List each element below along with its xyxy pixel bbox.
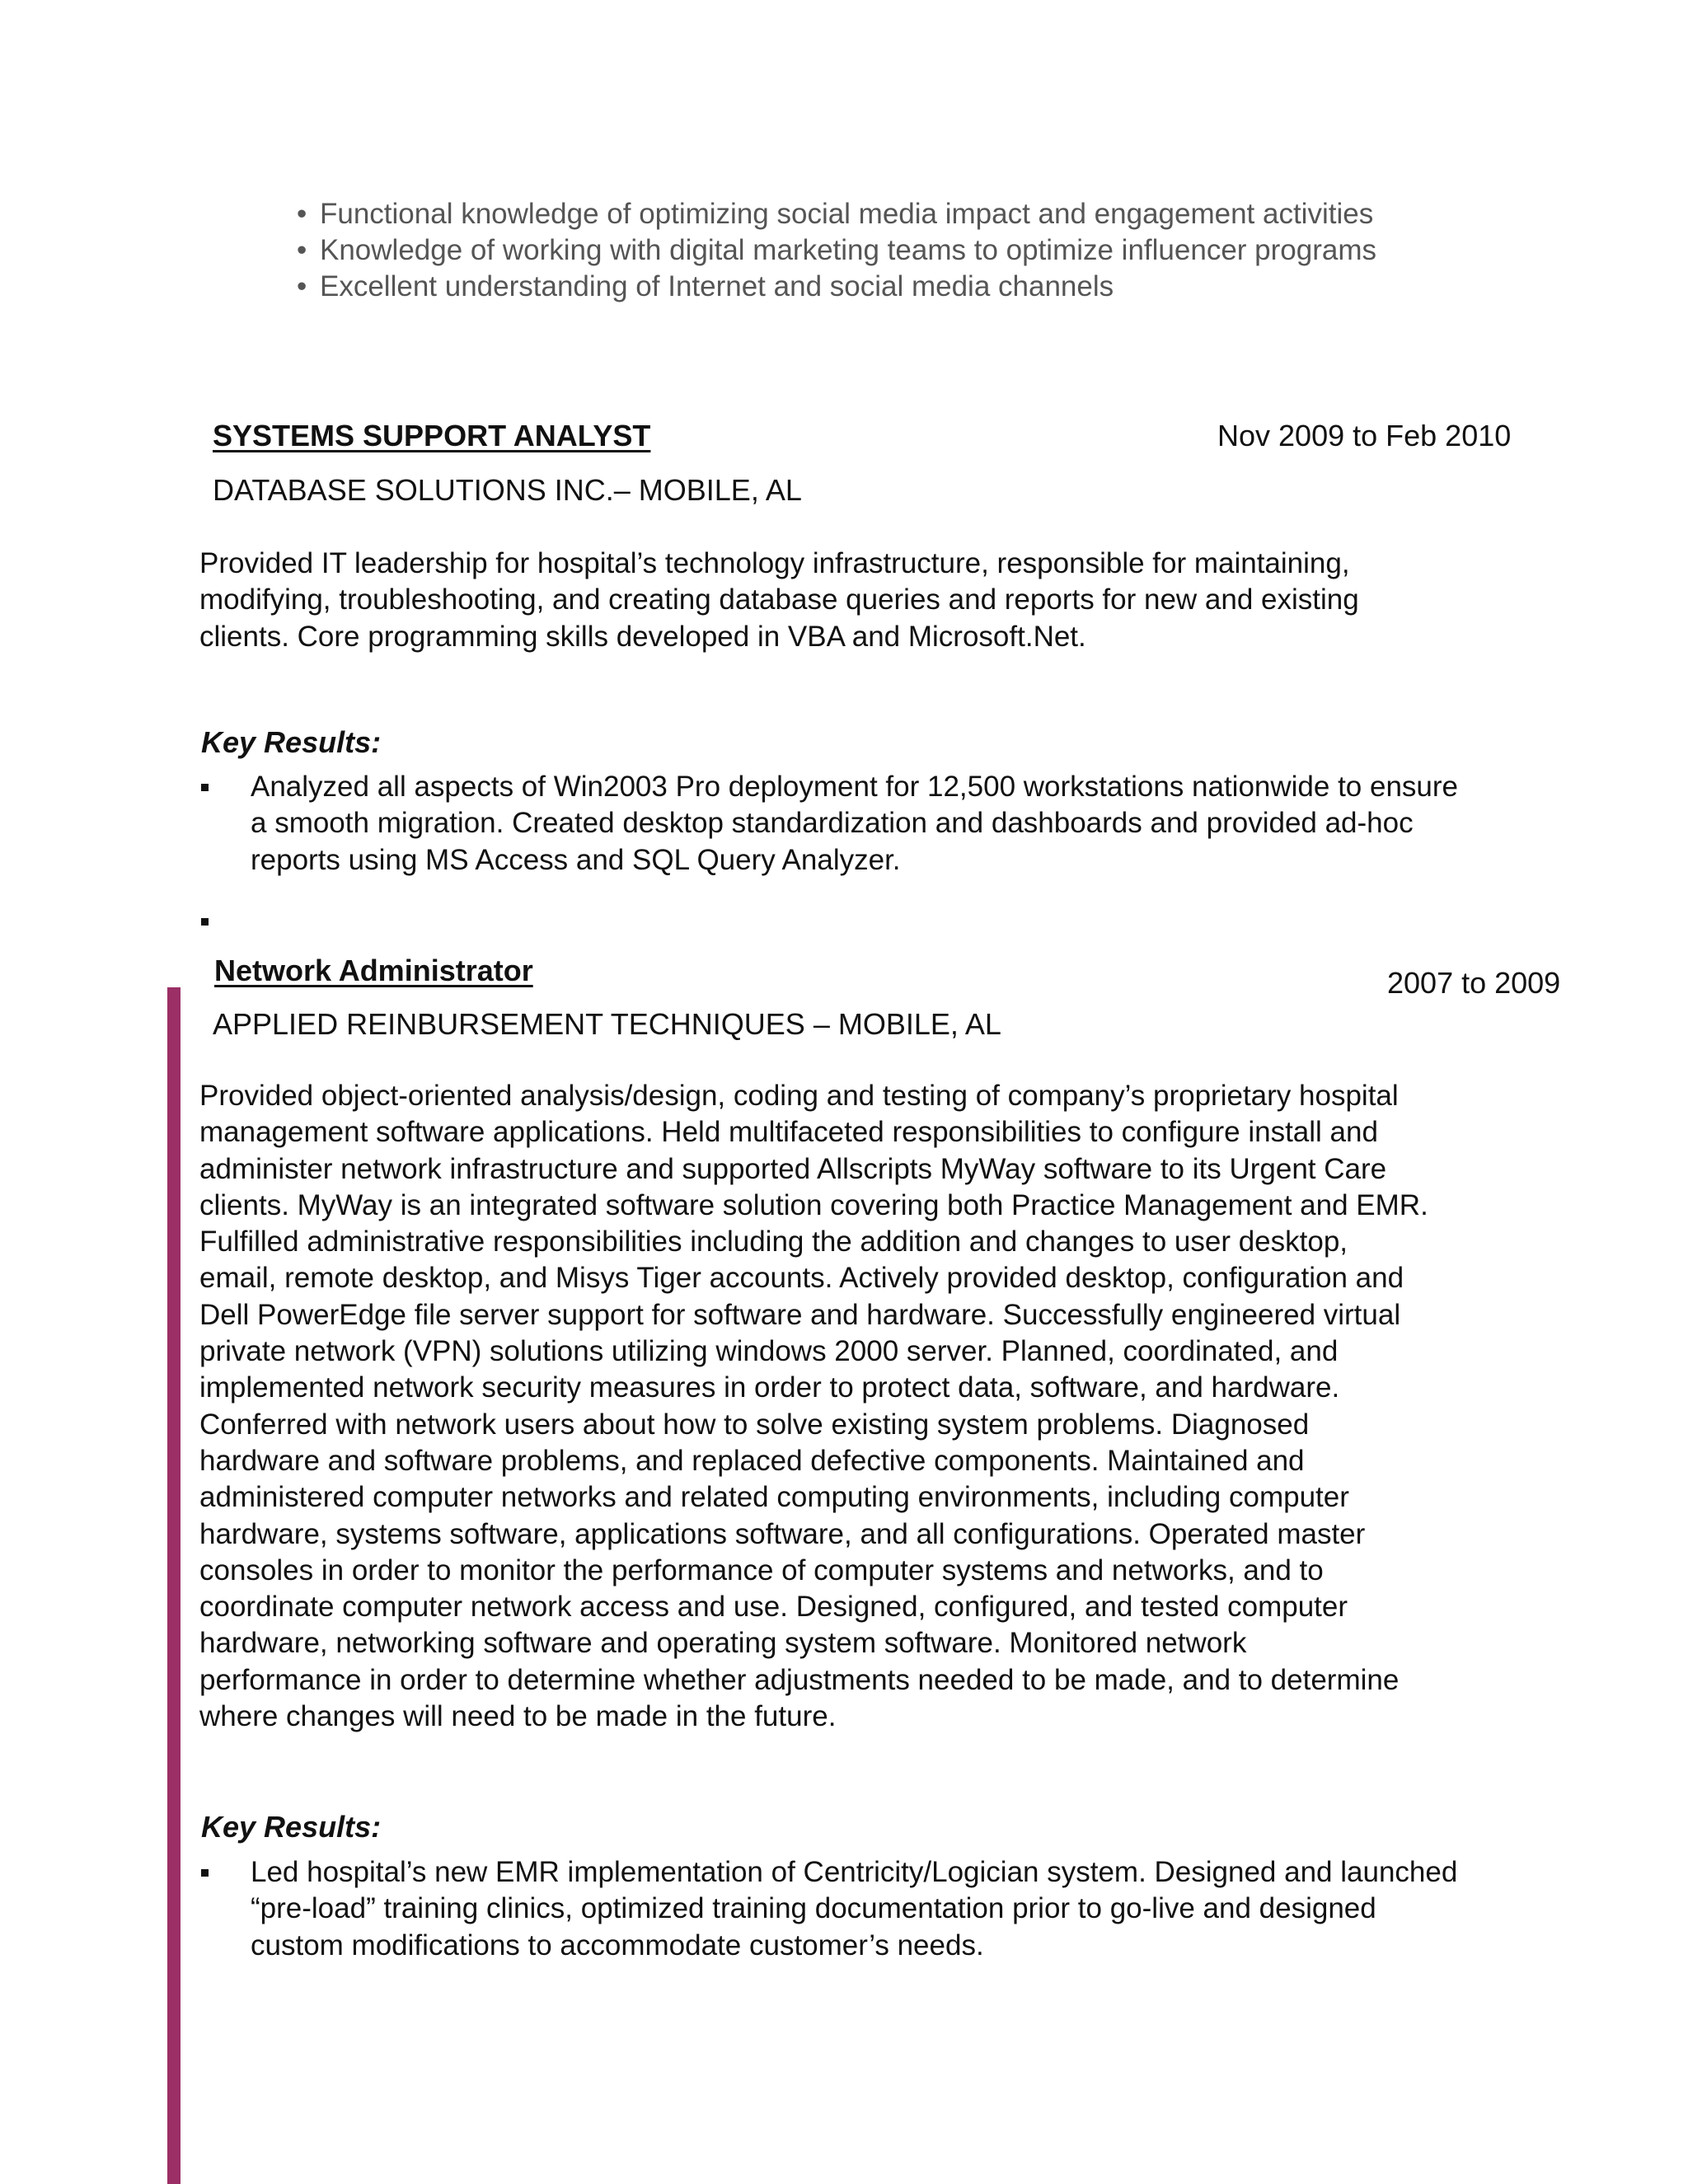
- job-dates: Nov 2009 to Feb 2010: [1217, 419, 1512, 452]
- square-bullet-icon: [201, 784, 209, 791]
- job-dates: 2007 to 2009: [1387, 966, 1561, 1000]
- list-item: • Excellent understanding of Internet and social media channels: [297, 269, 1376, 305]
- list-item: • Functional knowledge of optimizing social media impact and engagement activities: [297, 196, 1376, 232]
- results-list: [201, 769, 1491, 940]
- list-item: [201, 903, 1491, 940]
- job-title: SYSTEMS SUPPORT ANALYST: [213, 419, 651, 452]
- skills-list: [297, 196, 1376, 305]
- list-item: Led hospital’s new EMR implementation of Centricity/Logician system. Designed and launched “pre-load” training clinics, optimized training documentation prior to go-live and designed custom modifications to accommodate customer’s needs.: [201, 1854, 1491, 1964]
- job-title: Network Administrator: [214, 954, 533, 987]
- accent-bar: [167, 987, 181, 2184]
- job-summary: Provided IT leadership for hospital’s technology infrastructure, responsible for maintaining, modifying, troubleshooting, and creating database queries and reports for new and existing clients. Core programming skills developed in VBA and Microsoft.Net.: [199, 547, 1359, 653]
- list-item: • Knowledge of working with digital marketing teams to optimize influencer programs: [297, 232, 1376, 269]
- square-bullet-icon: [201, 1869, 209, 1877]
- square-bullet-icon: [201, 918, 209, 926]
- bullet-icon: •: [297, 234, 307, 266]
- job-summary: Provided object-oriented analysis/design, coding and testing of company’s proprietary hospital management software applications. Held multifaceted responsibilities to configure install and administer network infrastructure and supported Allscripts MyWay software to its Urgent Care clients. MyWay is an integrated software solution covering both Practice Management and EMR. Fulfilled administrative responsibilities including the addition and changes to user desktop, email, remote desktop, and Misys Tiger accounts. Actively provided desktop, configuration and Dell PowerEdge file server support for software and hardware. Successfully engineered virtual private network (VPN) solutions utilizing windows 2000 server. Planned, coordinated, and implemented network security measures in order to protect data, software, and hardware. Conferred with network users about how to solve existing system problems. Diagnosed hardware and software problems, and replaced defective components. Maintained and administered computer networks and related computing environments, including computer hardware, systems software, applications software, and all configurations. Operated master consoles in order to monitor the performance of computer systems and networks, and to coordinate computer network access and use. Designed, configured, and tested computer hardware, networking software and operating system software. Monitored network performance in order to determine whether adjustments needed to be made, and to determine where changes will need to be made in the future.: [199, 1080, 1428, 1733]
- company-name: APPLIED REINBURSEMENT TECHNIQUES – MOBILE, AL: [213, 1007, 1001, 1041]
- key-results-heading: Key Results:: [201, 1810, 382, 1844]
- bullet-icon: •: [297, 270, 307, 302]
- results-list: [201, 1854, 1491, 1964]
- bullet-icon: •: [297, 198, 307, 230]
- company-name: DATABASE SOLUTIONS INC.– MOBILE, AL: [213, 473, 802, 507]
- key-results-heading: Key Results:: [201, 725, 382, 759]
- list-item: Analyzed all aspects of Win2003 Pro deployment for 12,500 workstations nationwide to ensure a smooth migration. Created desktop standardization and dashboards and provided ad-hoc reports using MS Access and SQL Query Analyzer.: [201, 769, 1491, 879]
